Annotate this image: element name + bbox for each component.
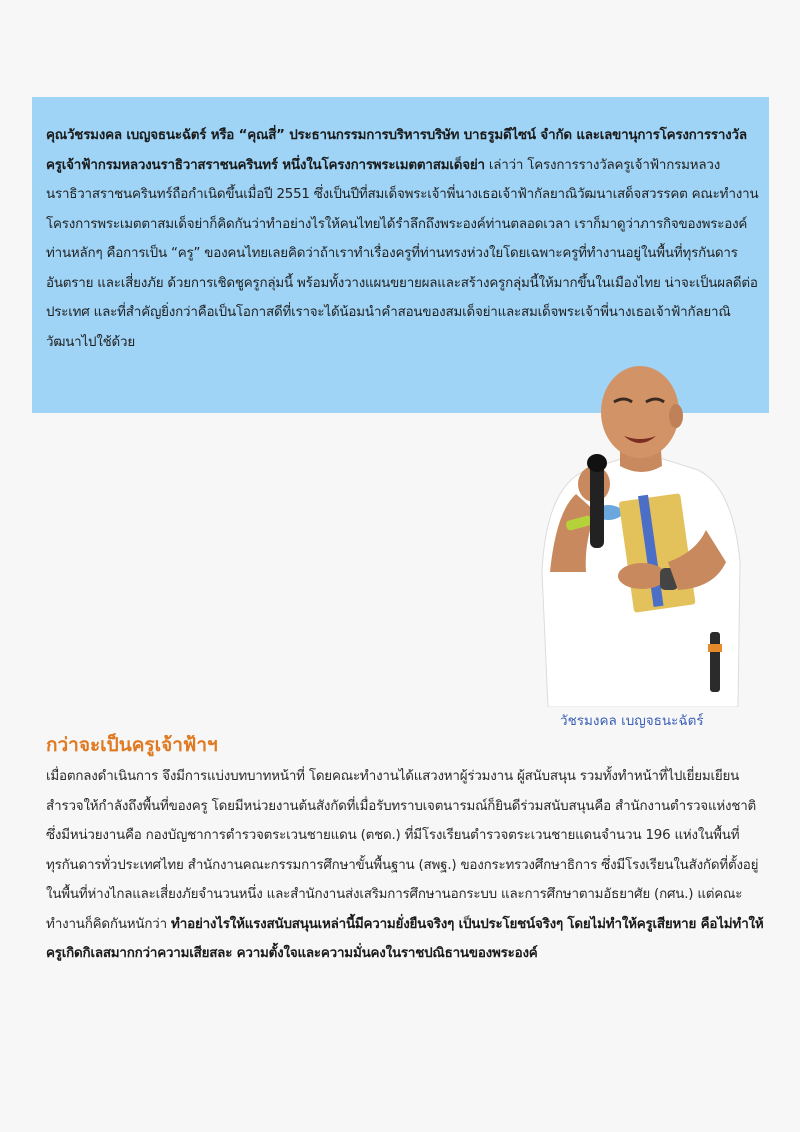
- head-shape: [601, 366, 679, 458]
- photo-caption: วัชรมงคล เบญจธนะฉัตร์: [560, 713, 704, 729]
- section-bold-text: ทำอย่างไรให้แรงสนับสนุนเหล่านี้มีความยั่งยืนจริงๆ เป็นประโยชน์จริงๆ โดยไม่ทำให้ครูเสียหาย คือไม่ทำให้ครูเกิดกิเลสมากกว่าความเสียสละ ความตั้งใจและความมั่นคงในราชปณิธานของพระองค์: [46, 916, 764, 961]
- intro-paragraph: [46, 121, 759, 357]
- intro-text: เล่าว่า โครงการรางวัลครูเจ้าฟ้ากรมหลวงนราธิวาสราชนครินทร์ถือกำเนิดขึ้นเมื่อปี 2551 ซึ่งเป็นปีที่สมเด็จพระเจ้าพี่นางเธอเจ้าฟ้ากัลยาณิวัฒนาเสด็จสวรรคต คณะทำงานโครงการพระเมตตาสมเด็จย่าก็คิดกันว่าทำอย่างไรให้คนไทยได้รำลึกถึงพระองค์ท่านตลอดเวลา เราก็มาดูว่าภารกิจของพระองค์ท่านหลักๆ คือการเป็น “ครู” ของคนไทยเลยคิดว่าถ้าเราทำเรื่องครูที่ท่านทรงห่วงใยโดยเฉพาะครูที่ทำงานอยู่ในพื้นที่ทุรกันดาร อันตราย และเสี่ยงภัย ด้วยการเชิดชูครูกลุ่มนี้ พร้อมทั้งวางแผนขยายผลและสร้างครูกลุ่มนี้ให้มากขึ้นในเมืองไทย น่าจะเป็นผลดีต่อประเทศ และที่สำคัญยิ่งกว่าคือเป็นโอกาสดีที่เราจะได้น้อมนำคำสอนของสมเด็จย่าและสมเด็จพระเจ้าพี่นางเธอเจ้าฟ้ากัลยาณิวัฒนาไปใช้ด้วย: [46, 157, 759, 350]
- intro-bold-text: คุณวัชรมงคล เบญจธนะฉัตร์ หรือ “คุณสี่” ประธานกรรมการบริหารบริษัท บาธรูมดีไซน์ จำกัด และเลขานุการโครงการรางวัลครูเจ้าฟ้ากรมหลวงนราธิวาสราชนครินทร์ หนึ่งในโครงการพระเมตตาสมเด็จย่า: [46, 128, 747, 173]
- portrait-illustration: [528, 362, 758, 707]
- section-text: เมื่อตกลงดำเนินการ จึงมีการแบ่งบทบาทหน้าที่ โดยคณะทำงานได้แสวงหาผู้ร่วมงาน ผู้สนับสนุน รวมทั้งทำหน้าที่ไปเยี่ยมเยียนสำรวจให้กำลังถึงพื้นที่ของครู โดยมีหน่วยงานต้นสังกัดที่เมื่อรับทราบเจตนารมณ์ก็ยินดีร่วมสนับสนุนคือ สำนักงานตำรวจแห่งชาติ ซึ่งมีหน่วยงานคือ กองบัญชาการตำรวจตระเวนชายแดน (ตชด.) ที่มีโรงเรียนตำรวจตระเวนชายแดนจำนวน 196 แห่งในพื้นที่ทุรกันดารทั่วประเทศไทย สำนักงานคณะกรรมการศึกษาขั้นพื้นฐาน (สพฐ.) ของกระทรวงศึกษาธิการ ซึ่งมีโรงเรียนในสังกัดที่ตั้งอยู่ในพื้นที่ห่างไกลและเสี่ยงภัยจำนวนหนึ่ง และสำนักงานส่งเสริมการศึกษานอกระบบ และการศึกษาตามอัธยาศัย (กศน.) แต่คณะทำงานก็คิดกันหนักว่า: [46, 769, 759, 932]
- microphone-head: [587, 454, 607, 472]
- right-hand-shape: [618, 563, 666, 589]
- strap-shape: [710, 632, 720, 692]
- section-title: กว่าจะเป็นครูเจ้าฟ้าฯ: [46, 734, 218, 756]
- microphone-shape: [590, 460, 604, 548]
- ear-shape: [669, 404, 683, 428]
- portrait-photo: [528, 362, 758, 707]
- section-paragraph: [46, 762, 770, 969]
- strap-buckle: [708, 644, 722, 652]
